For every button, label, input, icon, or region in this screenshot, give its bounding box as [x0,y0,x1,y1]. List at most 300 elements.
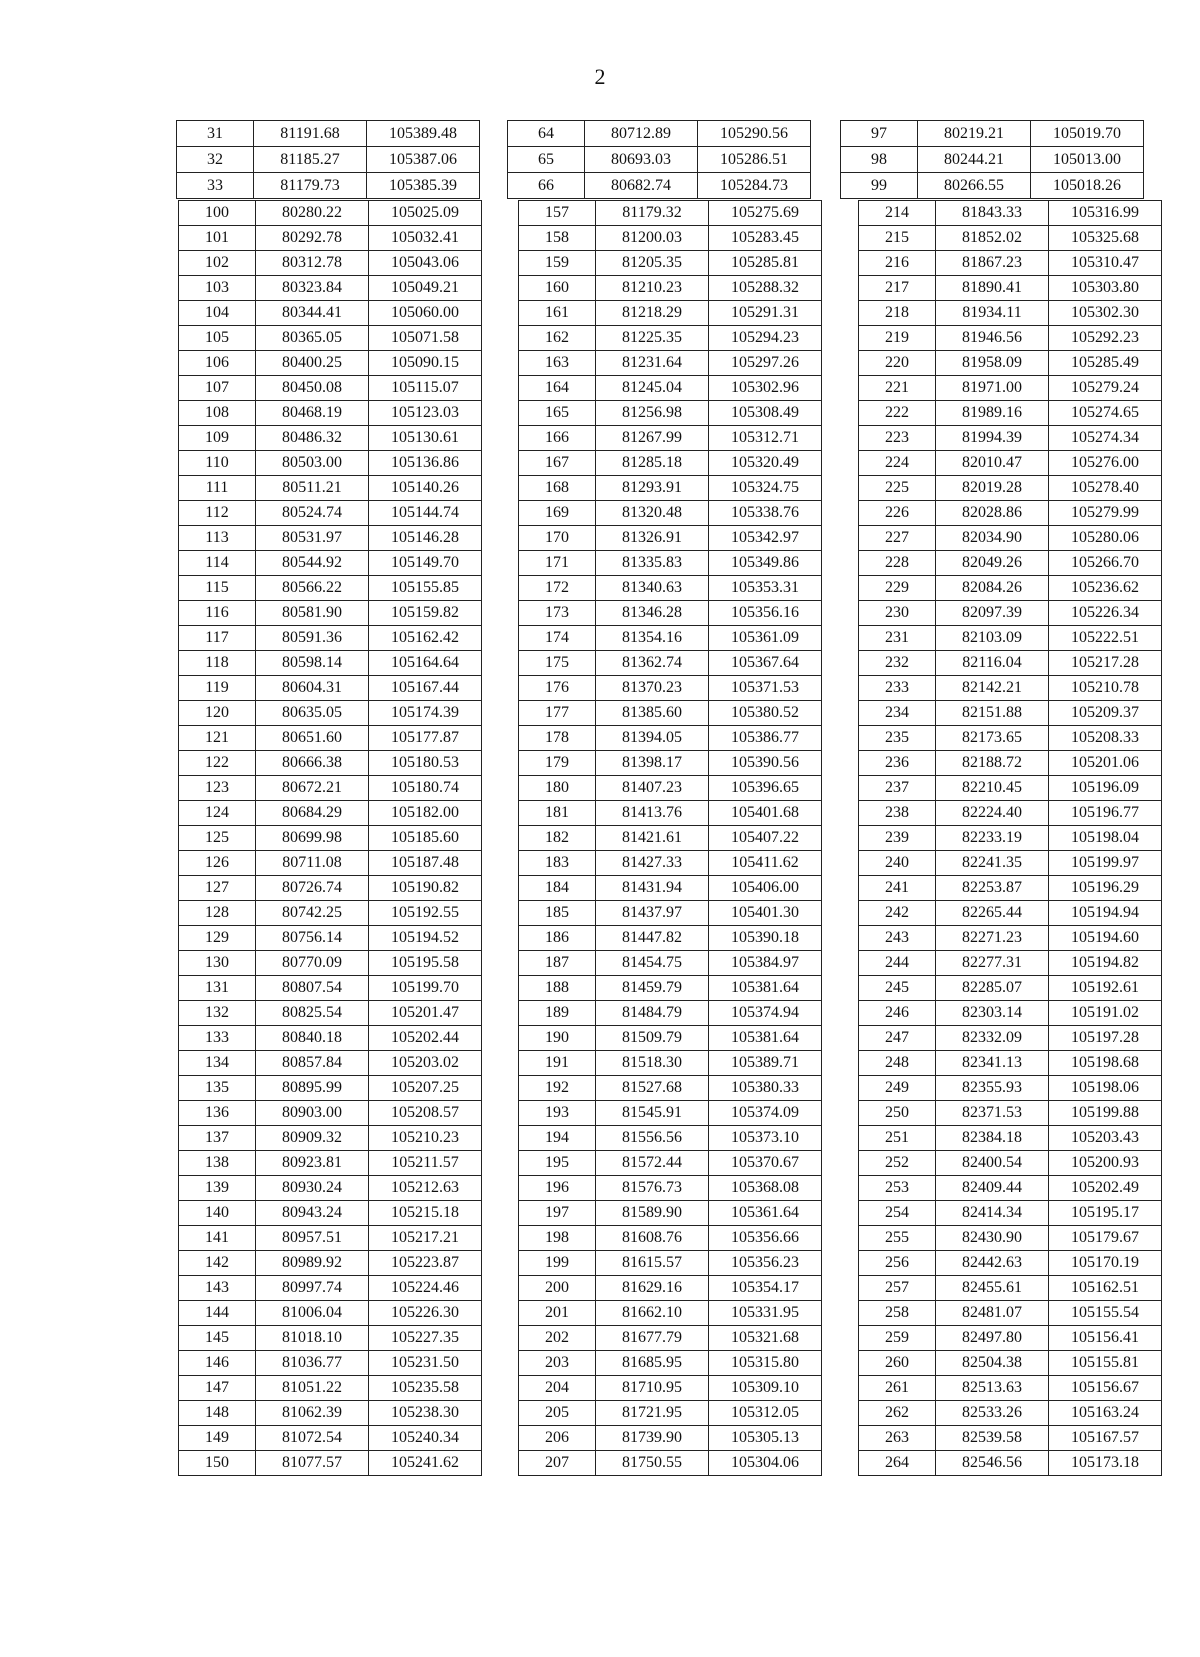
point-number-cell: 241 [859,876,936,901]
table-row [179,1126,482,1151]
point-number-cell: 205 [519,1401,596,1426]
y-coordinate-cell: 105291.31 [709,301,822,326]
point-number-cell: 172 [519,576,596,601]
x-coordinate-cell: 81006.04 [256,1301,369,1326]
y-coordinate-cell: 105290.56 [698,121,811,147]
table-row [519,1026,822,1051]
y-coordinate-cell: 105203.43 [1049,1126,1162,1151]
y-coordinate-cell: 105155.81 [1049,1351,1162,1376]
y-coordinate-cell: 105043.06 [369,251,482,276]
y-coordinate-cell: 105195.17 [1049,1201,1162,1226]
table-row [179,501,482,526]
y-coordinate-cell: 105049.21 [369,276,482,301]
x-coordinate-cell: 80400.25 [256,351,369,376]
point-number-cell: 176 [519,676,596,701]
x-coordinate-cell: 80699.98 [256,826,369,851]
x-coordinate-cell: 80756.14 [256,926,369,951]
y-coordinate-cell: 105194.52 [369,926,482,951]
table-row [859,1226,1162,1251]
x-coordinate-cell: 82034.90 [936,526,1049,551]
x-coordinate-cell: 82341.13 [936,1051,1049,1076]
x-coordinate-cell: 81346.28 [596,601,709,626]
x-coordinate-cell: 82173.65 [936,726,1049,751]
point-number-cell: 160 [519,276,596,301]
point-number-cell: 64 [508,121,585,147]
table-row [179,776,482,801]
x-coordinate-cell: 81185.27 [254,147,367,173]
x-coordinate-cell: 81354.16 [596,626,709,651]
table-row [859,1001,1162,1026]
table-row [519,976,822,1001]
point-number-cell: 254 [859,1201,936,1226]
table-row [179,251,482,276]
table-row [859,251,1162,276]
y-coordinate-cell: 105302.96 [709,376,822,401]
x-coordinate-cell: 81072.54 [256,1426,369,1451]
point-number-cell: 120 [179,701,256,726]
table-row [859,426,1162,451]
point-number-cell: 227 [859,526,936,551]
y-coordinate-cell: 105297.26 [709,351,822,376]
table-row [179,576,482,601]
point-number-cell: 103 [179,276,256,301]
point-number-cell: 248 [859,1051,936,1076]
point-number-cell: 133 [179,1026,256,1051]
point-number-cell: 165 [519,401,596,426]
y-coordinate-cell: 105312.71 [709,426,822,451]
x-coordinate-cell: 81484.79 [596,1001,709,1026]
y-coordinate-cell: 105196.09 [1049,776,1162,801]
y-coordinate-cell: 105192.61 [1049,976,1162,1001]
x-coordinate-cell: 82233.19 [936,826,1049,851]
table-row [859,476,1162,501]
x-coordinate-cell: 80486.32 [256,426,369,451]
table-row [179,276,482,301]
y-coordinate-cell: 105198.68 [1049,1051,1162,1076]
point-number-cell: 201 [519,1301,596,1326]
point-number-cell: 252 [859,1151,936,1176]
y-coordinate-cell: 105222.51 [1049,626,1162,651]
point-number-cell: 101 [179,226,256,251]
y-coordinate-cell: 105380.33 [709,1076,822,1101]
table-row [519,351,822,376]
x-coordinate-cell: 80989.92 [256,1251,369,1276]
y-coordinate-cell: 105390.18 [709,926,822,951]
x-coordinate-cell: 80930.24 [256,1176,369,1201]
y-coordinate-cell: 105211.57 [369,1151,482,1176]
y-coordinate-cell: 105194.82 [1049,951,1162,976]
point-number-cell: 249 [859,1076,936,1101]
x-coordinate-cell: 81958.09 [936,351,1049,376]
y-coordinate-cell: 105156.67 [1049,1376,1162,1401]
point-number-cell: 122 [179,751,256,776]
table-row [859,926,1162,951]
x-coordinate-cell: 81527.68 [596,1076,709,1101]
table-row [519,451,822,476]
y-coordinate-cell: 105207.25 [369,1076,482,1101]
x-coordinate-cell: 80566.22 [256,576,369,601]
point-number-cell: 237 [859,776,936,801]
y-coordinate-cell: 105123.03 [369,401,482,426]
x-coordinate-cell: 80923.81 [256,1151,369,1176]
point-number-cell: 113 [179,526,256,551]
table-row [859,526,1162,551]
point-number-cell: 135 [179,1076,256,1101]
x-coordinate-cell: 80266.55 [918,173,1031,199]
y-coordinate-cell: 105223.87 [369,1251,482,1276]
point-number-cell: 261 [859,1376,936,1401]
y-coordinate-cell: 105266.70 [1049,551,1162,576]
x-coordinate-cell: 81556.56 [596,1126,709,1151]
table-row [519,1151,822,1176]
y-coordinate-cell: 105354.17 [709,1276,822,1301]
table-row [508,173,811,199]
x-coordinate-cell: 82481.07 [936,1301,1049,1326]
y-coordinate-cell: 105224.46 [369,1276,482,1301]
y-coordinate-cell: 105324.75 [709,476,822,501]
point-number-cell: 145 [179,1326,256,1351]
x-coordinate-cell: 80524.74 [256,501,369,526]
y-coordinate-cell: 105164.64 [369,651,482,676]
point-number-cell: 124 [179,801,256,826]
table-row [179,326,482,351]
table-row [859,501,1162,526]
y-coordinate-cell: 105284.73 [698,173,811,199]
table-row [519,1376,822,1401]
table-row [859,1126,1162,1151]
point-number-cell: 239 [859,826,936,851]
point-number-cell: 182 [519,826,596,851]
x-coordinate-cell: 82084.26 [936,576,1049,601]
y-coordinate-cell: 105115.07 [369,376,482,401]
y-coordinate-cell: 105136.86 [369,451,482,476]
y-coordinate-cell: 105381.64 [709,1026,822,1051]
point-number-cell: 168 [519,476,596,501]
table-row [179,751,482,776]
y-coordinate-cell: 105384.97 [709,951,822,976]
x-coordinate-cell: 80604.31 [256,676,369,701]
point-number-cell: 139 [179,1176,256,1201]
x-coordinate-cell: 81447.82 [596,926,709,951]
x-coordinate-cell: 82332.09 [936,1026,1049,1051]
point-number-cell: 157 [519,201,596,226]
x-coordinate-cell: 81710.95 [596,1376,709,1401]
x-coordinate-cell: 81267.99 [596,426,709,451]
point-number-cell: 186 [519,926,596,951]
y-coordinate-cell: 105386.77 [709,726,822,751]
point-number-cell: 235 [859,726,936,751]
point-number-cell: 33 [177,173,254,199]
x-coordinate-cell: 81454.75 [596,951,709,976]
x-coordinate-cell: 80651.60 [256,726,369,751]
point-number-cell: 203 [519,1351,596,1376]
table-row [519,401,822,426]
table-row [859,976,1162,1001]
x-coordinate-cell: 82409.44 [936,1176,1049,1201]
y-coordinate-cell: 105198.06 [1049,1076,1162,1101]
y-coordinate-cell: 105090.15 [369,351,482,376]
y-coordinate-cell: 105210.78 [1049,676,1162,701]
y-coordinate-cell: 105174.39 [369,701,482,726]
point-number-cell: 251 [859,1126,936,1151]
table-row [179,876,482,901]
x-coordinate-cell: 81062.39 [256,1401,369,1426]
point-number-cell: 174 [519,626,596,651]
x-coordinate-cell: 80666.38 [256,751,369,776]
table-row [859,351,1162,376]
x-coordinate-cell: 82224.40 [936,801,1049,826]
point-number-cell: 262 [859,1401,936,1426]
x-coordinate-cell: 81721.95 [596,1401,709,1426]
point-number-cell: 110 [179,451,256,476]
point-number-cell: 162 [519,326,596,351]
table-row [519,1226,822,1251]
y-coordinate-cell: 105149.70 [369,551,482,576]
x-coordinate-cell: 80280.22 [256,201,369,226]
point-number-cell: 125 [179,826,256,851]
point-number-cell: 119 [179,676,256,701]
point-number-cell: 264 [859,1451,936,1476]
point-number-cell: 194 [519,1126,596,1151]
y-coordinate-cell: 105316.99 [1049,201,1162,226]
y-coordinate-cell: 105180.74 [369,776,482,801]
table-row [519,476,822,501]
point-number-cell: 190 [519,1026,596,1051]
x-coordinate-cell: 81210.23 [596,276,709,301]
y-coordinate-cell: 105361.09 [709,626,822,651]
x-coordinate-cell: 81421.61 [596,826,709,851]
point-number-cell: 132 [179,1001,256,1026]
y-coordinate-cell: 105374.94 [709,1001,822,1026]
point-number-cell: 31 [177,121,254,147]
x-coordinate-cell: 82384.18 [936,1126,1049,1151]
y-coordinate-cell: 105156.41 [1049,1326,1162,1351]
point-number-cell: 214 [859,201,936,226]
point-number-cell: 161 [519,301,596,326]
y-coordinate-cell: 105200.93 [1049,1151,1162,1176]
table-row [179,1001,482,1026]
table-row [859,1151,1162,1176]
y-coordinate-cell: 105361.64 [709,1201,822,1226]
table-row [179,1426,482,1451]
y-coordinate-cell: 105275.69 [709,201,822,226]
point-number-cell: 192 [519,1076,596,1101]
coordinates-table-1 [178,200,482,1476]
y-coordinate-cell: 105292.23 [1049,326,1162,351]
table-row [859,401,1162,426]
y-coordinate-cell: 105177.87 [369,726,482,751]
point-number-cell: 207 [519,1451,596,1476]
point-number-cell: 242 [859,901,936,926]
y-coordinate-cell: 105279.99 [1049,501,1162,526]
table-row [519,826,822,851]
point-number-cell: 222 [859,401,936,426]
x-coordinate-cell: 80323.84 [256,276,369,301]
table-row [177,121,480,147]
table-row [859,551,1162,576]
y-coordinate-cell: 105209.37 [1049,701,1162,726]
y-coordinate-cell: 105060.00 [369,301,482,326]
point-number-cell: 32 [177,147,254,173]
point-number-cell: 225 [859,476,936,501]
table-row [519,1101,822,1126]
point-number-cell: 136 [179,1101,256,1126]
x-coordinate-cell: 82303.14 [936,1001,1049,1026]
table-row [859,901,1162,926]
y-coordinate-cell: 105018.26 [1031,173,1144,199]
y-coordinate-cell: 105155.54 [1049,1301,1162,1326]
x-coordinate-cell: 82019.28 [936,476,1049,501]
y-coordinate-cell: 105235.58 [369,1376,482,1401]
point-number-cell: 250 [859,1101,936,1126]
x-coordinate-cell: 81077.57 [256,1451,369,1476]
point-number-cell: 224 [859,451,936,476]
x-coordinate-cell: 81989.16 [936,401,1049,426]
table-row [859,876,1162,901]
x-coordinate-cell: 81971.00 [936,376,1049,401]
point-number-cell: 169 [519,501,596,526]
point-number-cell: 223 [859,426,936,451]
y-coordinate-cell: 105217.21 [369,1226,482,1251]
point-number-cell: 108 [179,401,256,426]
table-row [179,1101,482,1126]
point-number-cell: 131 [179,976,256,1001]
x-coordinate-cell: 81750.55 [596,1451,709,1476]
point-number-cell: 238 [859,801,936,826]
point-number-cell: 167 [519,451,596,476]
x-coordinate-cell: 82116.04 [936,651,1049,676]
table-row [841,147,1144,173]
x-coordinate-cell: 81256.98 [596,401,709,426]
x-coordinate-cell: 82442.63 [936,1251,1049,1276]
table-row [519,1351,822,1376]
y-coordinate-cell: 105373.10 [709,1126,822,1151]
y-coordinate-cell: 105288.32 [709,276,822,301]
x-coordinate-cell: 81326.91 [596,526,709,551]
y-coordinate-cell: 105144.74 [369,501,482,526]
point-number-cell: 260 [859,1351,936,1376]
table-row [859,451,1162,476]
y-coordinate-cell: 105407.22 [709,826,822,851]
point-number-cell: 107 [179,376,256,401]
x-coordinate-cell: 80244.21 [918,147,1031,173]
x-coordinate-cell: 82513.63 [936,1376,1049,1401]
table-row [859,276,1162,301]
y-coordinate-cell: 105185.60 [369,826,482,851]
y-coordinate-cell: 105401.30 [709,901,822,926]
y-coordinate-cell: 105187.48 [369,851,482,876]
table-row [519,526,822,551]
y-coordinate-cell: 105167.57 [1049,1426,1162,1451]
x-coordinate-cell: 81890.41 [936,276,1049,301]
table-row [859,651,1162,676]
y-coordinate-cell: 105371.53 [709,676,822,701]
x-coordinate-cell: 81200.03 [596,226,709,251]
point-number-cell: 188 [519,976,596,1001]
x-coordinate-cell: 82355.93 [936,1076,1049,1101]
x-coordinate-cell: 81018.10 [256,1326,369,1351]
x-coordinate-cell: 80598.14 [256,651,369,676]
y-coordinate-cell: 105283.45 [709,226,822,251]
y-coordinate-cell: 105167.44 [369,676,482,701]
y-coordinate-cell: 105025.09 [369,201,482,226]
point-number-cell: 141 [179,1226,256,1251]
x-coordinate-cell: 80903.00 [256,1101,369,1126]
point-number-cell: 102 [179,251,256,276]
point-number-cell: 198 [519,1226,596,1251]
x-coordinate-cell: 81946.56 [936,326,1049,351]
x-coordinate-cell: 82497.80 [936,1326,1049,1351]
point-number-cell: 159 [519,251,596,276]
table-row [179,201,482,226]
table-row [179,401,482,426]
table-row [859,1276,1162,1301]
table-row [859,951,1162,976]
y-coordinate-cell: 105201.06 [1049,751,1162,776]
point-number-cell: 226 [859,501,936,526]
y-coordinate-cell: 105212.63 [369,1176,482,1201]
y-coordinate-cell: 105367.64 [709,651,822,676]
y-coordinate-cell: 105032.41 [369,226,482,251]
y-coordinate-cell: 105294.23 [709,326,822,351]
point-number-cell: 177 [519,701,596,726]
table-row [179,1351,482,1376]
point-number-cell: 202 [519,1326,596,1351]
y-coordinate-cell: 105305.13 [709,1426,822,1451]
table-row [508,121,811,147]
table-row [179,1051,482,1076]
y-coordinate-cell: 105192.55 [369,901,482,926]
point-number-cell: 199 [519,1251,596,1276]
y-coordinate-cell: 105342.97 [709,526,822,551]
y-coordinate-cell: 105155.85 [369,576,482,601]
table-row [179,451,482,476]
point-number-cell: 173 [519,601,596,626]
point-number-cell: 97 [841,121,918,147]
point-number-cell: 118 [179,651,256,676]
table-row [519,426,822,451]
x-coordinate-cell: 80693.03 [585,147,698,173]
table-row [859,1301,1162,1326]
point-number-cell: 105 [179,326,256,351]
x-coordinate-cell: 82430.90 [936,1226,1049,1251]
x-coordinate-cell: 80591.36 [256,626,369,651]
x-coordinate-cell: 80450.08 [256,376,369,401]
x-coordinate-cell: 80895.99 [256,1076,369,1101]
y-coordinate-cell: 105320.49 [709,451,822,476]
point-number-cell: 109 [179,426,256,451]
y-coordinate-cell: 105338.76 [709,501,822,526]
table-row [508,147,811,173]
y-coordinate-cell: 105370.67 [709,1151,822,1176]
point-number-cell: 106 [179,351,256,376]
x-coordinate-cell: 80857.84 [256,1051,369,1076]
y-coordinate-cell: 105170.19 [1049,1251,1162,1276]
table-row [179,801,482,826]
point-number-cell: 185 [519,901,596,926]
y-coordinate-cell: 105231.50 [369,1351,482,1376]
table-row [859,1326,1162,1351]
x-coordinate-cell: 82010.47 [936,451,1049,476]
y-coordinate-cell: 105312.05 [709,1401,822,1426]
table-row [859,301,1162,326]
table-row [519,751,822,776]
y-coordinate-cell: 105381.64 [709,976,822,1001]
x-coordinate-cell: 81385.60 [596,701,709,726]
point-number-cell: 166 [519,426,596,451]
x-coordinate-cell: 81413.76 [596,801,709,826]
point-number-cell: 219 [859,326,936,351]
